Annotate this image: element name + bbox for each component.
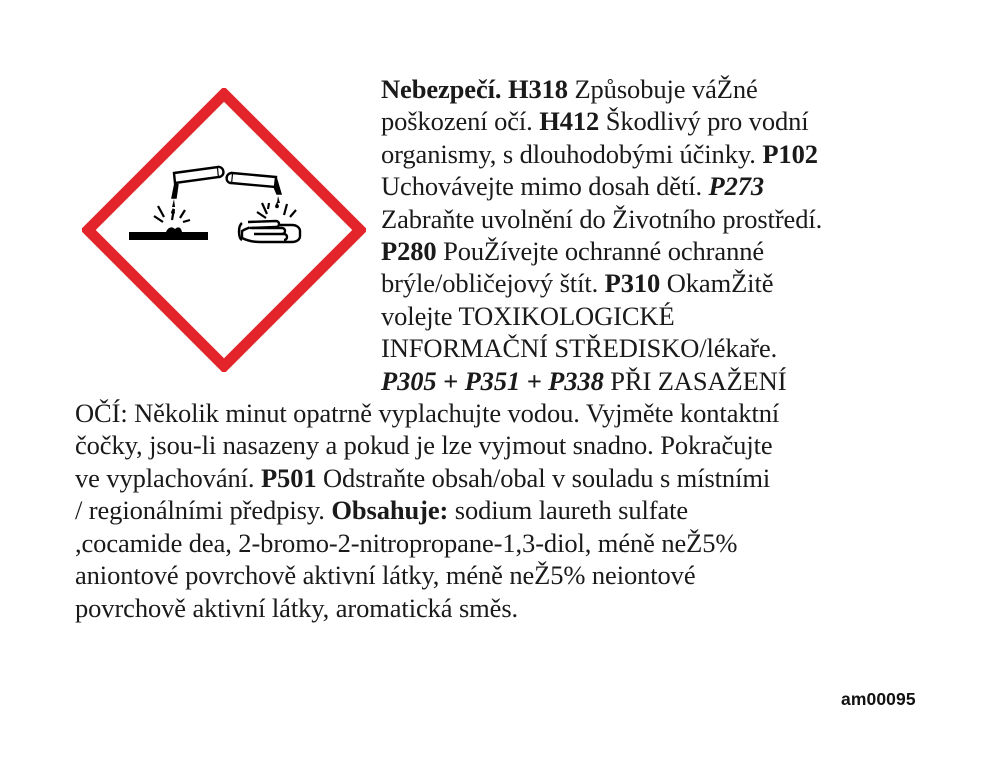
statement-line: Nebezpečí. H318 Způsobuje váŽné [381, 74, 758, 104]
statement-line: poškození očí. H412 Škodlivý pro vodní [381, 106, 809, 137]
statement-line: Zabraňte uvolnění do Životního prostředí. [381, 203, 823, 234]
statement-line: aniontové povrchově aktivní látky, méně neŽ5% neiontové [75, 560, 696, 591]
statement-line: organismy, s dlouhodobými účinky. P102 [381, 138, 818, 169]
statement-line: / regionálními předpisy. Obsahuje: sodium laureth sulfate [75, 495, 689, 526]
statement-line: čočky, jsou-li nasazeny a pokud je lze vyjmout snadno. Pokračujte [75, 430, 773, 461]
reference-code: am00095 [841, 689, 916, 709]
statement-line: ve vyplachování. P501 Odstraňte obsah/obal v souladu s místními [75, 462, 771, 493]
pictogram-text-wrap-spacer [75, 73, 381, 397]
statement-line: P305 + P351 + P338 PŘI ZASAŽENÍ [381, 365, 787, 396]
statement-line: P280 PouŽívejte ochranné ochranné [381, 236, 765, 267]
hazard-statement-text [75, 73, 955, 624]
statement-line: INFORMAČNÍ STŘEDISKO/lékaře. [381, 333, 778, 364]
statement-line: Uchovávejte mimo dosah dětí. P273 [381, 171, 765, 202]
statement-line: volejte TOXIKOLOGICKÉ [381, 300, 675, 331]
statement-line: ,cocamide dea, 2-bromo-2-nitropropane-1,3-diol, méně neŽ5% [75, 527, 738, 558]
statement-line: OČÍ: Několik minut opatrně vyplachujte vodou. Vyjměte kontaktní [75, 398, 780, 429]
statement-line: povrchově aktivní látky, aromatická směs. [75, 592, 519, 623]
statement-line: brýle/obličejový štít. P310 OkamŽitě [381, 268, 774, 299]
